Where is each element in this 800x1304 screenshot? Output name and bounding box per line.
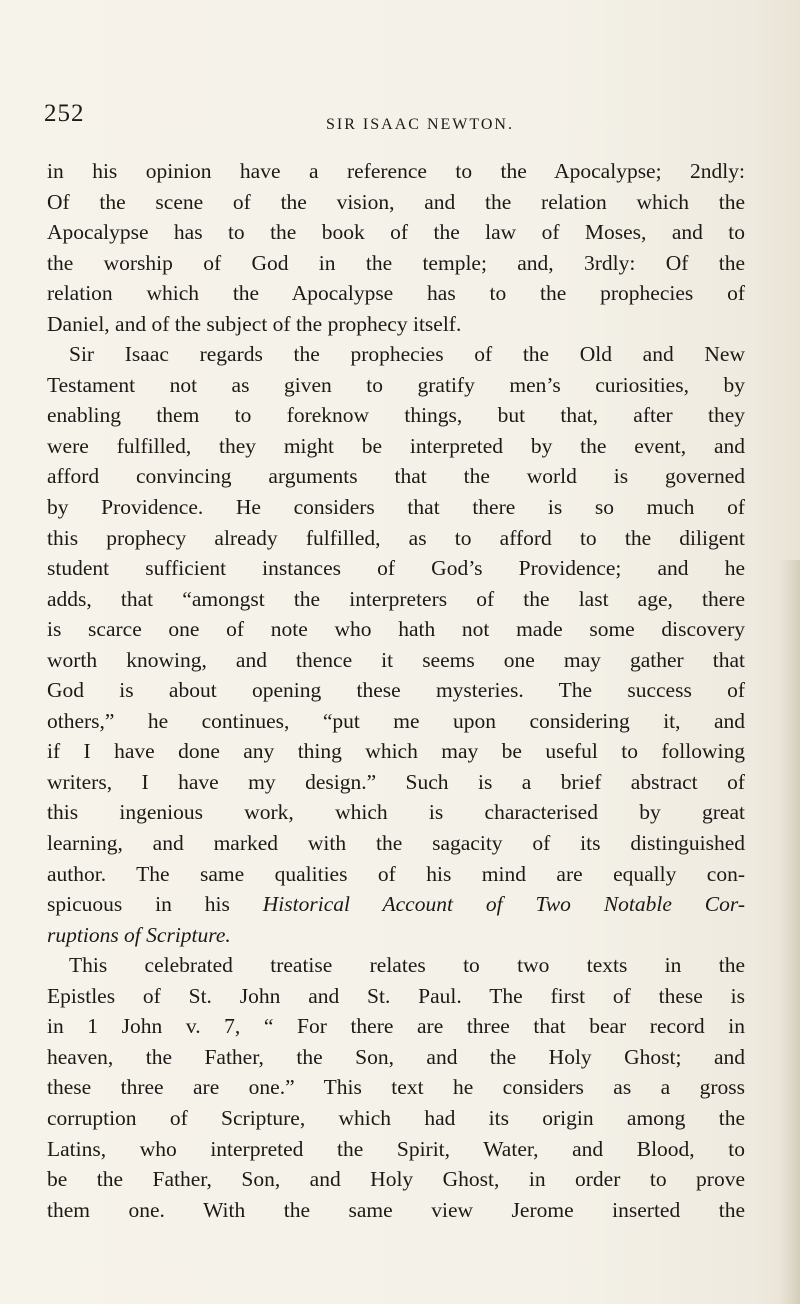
text-line: Apocalypse has to the book of the law of Moses, and to [47,220,745,245]
paragraph-start-line: This celebrated treatise relates to two texts in the [69,953,745,978]
text-line: learning, and marked with the sagacity of its distinguished [47,831,745,856]
text-line: adds, that “amongst the interpreters of the last age, there [47,586,745,611]
text-line: enabling them to foreknow things, but that, after they [47,403,745,428]
paragraph-start-line: Sir Isaac regards the prophecies of the Old and New [69,342,745,367]
text-line: writers, I have my design.” Such is a brief abstract of [47,769,745,794]
running-head: SIR ISAAC NEWTON. [326,116,514,133]
text-line: God is about opening these mysteries. The success of [47,678,745,703]
text-line: afford convincing arguments that the world is governed [47,464,745,489]
text-line: this prophecy already fulfilled, as to afford to the diligent [47,525,745,550]
text-line: author. The same qualities of his mind are equally con- [47,861,745,886]
text-line: if I have done any thing which may be useful to following [47,739,745,764]
paragraph-end-line [47,920,745,951]
text-line: in 1 John v. 7, “ For there are three that bear record in [47,1014,745,1039]
text-line: Testament not as given to gratify men’s curiosities, by [47,372,745,397]
body-text [47,156,745,1225]
paragraph-end-line: Daniel, and of the subject of the prophecy itself. [47,311,462,336]
text-line: these three are one.” This text he considers as a gross [47,1075,745,1100]
text-line: student sufficient instances of God’s Providence; and he [47,556,745,581]
text-line: were fulfilled, they might be interpreted by the event, and [47,433,745,458]
text-line: spicuous in his Historical Account of Two Notable Cor- [47,892,745,917]
book-title-italic: Historical Account of Two Notable Cor- [262,892,745,917]
text-line: corruption of Scripture, which had its origin among the [47,1105,745,1130]
text-line: Latins, who interpreted the Spirit, Water, and Blood, to [47,1136,745,1161]
text-line: Of the scene of the vision, and the relation which the [47,189,745,214]
page-number: 252 [44,100,85,127]
text-line: by Providence. He considers that there is so much of [47,495,745,520]
text-line: them one. With the same view Jerome inserted the [47,1197,745,1222]
text-line: in his opinion have a reference to the Apocalypse; 2ndly: [47,159,745,183]
book-title-italic: ruptions of Scripture. [47,922,231,947]
text-line: heaven, the Father, the Son, and the Holy Ghost; and [47,1044,745,1069]
text-line: be the Father, Son, and Holy Ghost, in order to prove [47,1167,745,1192]
text-line: relation which the Apocalypse has to the prophecies of [47,281,745,306]
text-line: worth knowing, and thence it seems one may gather that [47,647,745,672]
text-line: is scarce one of note who hath not made some discovery [47,617,745,642]
text-line: this ingenious work, which is characterised by great [47,800,745,825]
text-line: Epistles of St. John and St. Paul. The first of these is [47,983,745,1008]
text-line: others,” he continues, “put me upon considering it, and [47,708,745,733]
page-edge-shadow [778,560,800,1304]
text-line: the worship of God in the temple; and, 3rdly: Of the [47,250,745,275]
